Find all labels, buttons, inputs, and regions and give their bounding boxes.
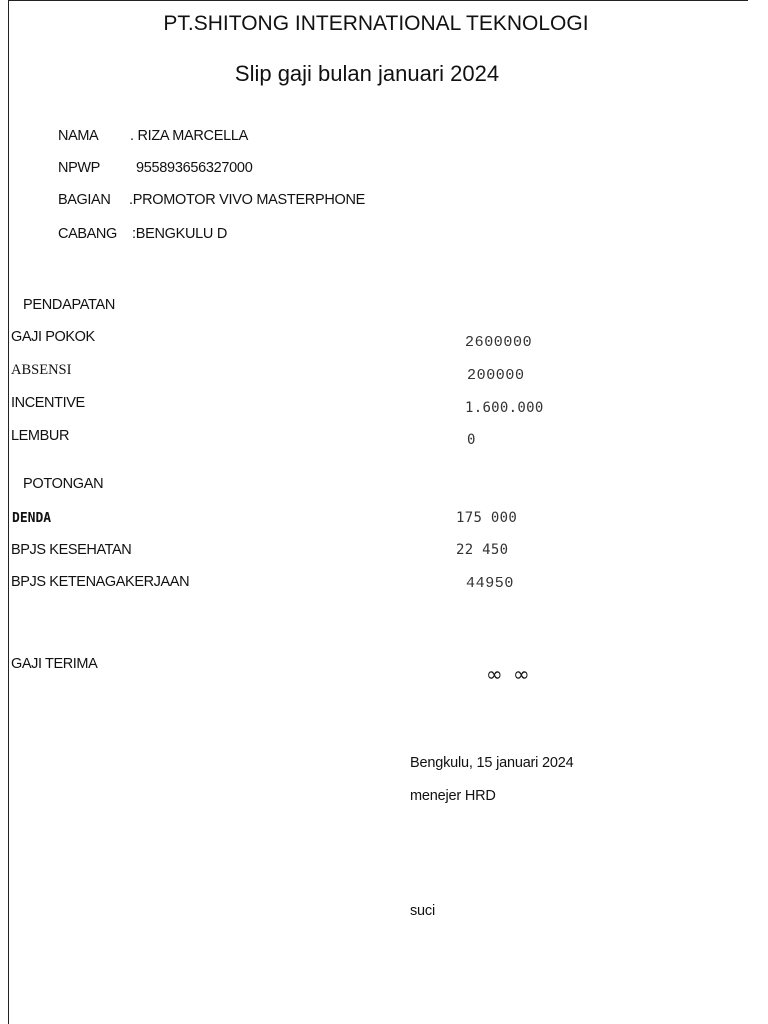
- signer-role: menejer HRD: [410, 788, 496, 804]
- page-border-top: [8, 0, 748, 1]
- company-name: PT.SHITONG INTERNATIONAL TEKNOLOGI: [163, 12, 589, 35]
- nama-value: . RIZA MARCELLA: [130, 128, 248, 144]
- place-date: Bengkulu, 15 januari 2024: [410, 755, 574, 771]
- page-border-left: [8, 0, 9, 1024]
- denda-value: 175 000: [456, 510, 518, 526]
- bagian-value: .PROMOTOR VIVO MASTERPHONE: [129, 192, 366, 208]
- signer-name: suci: [410, 903, 435, 919]
- bpjs-kesehatan-value: 22 450: [456, 542, 509, 558]
- npwp-value: 955893656327000: [136, 160, 253, 176]
- absensi-value: 200000: [467, 367, 525, 384]
- npwp-label: NPWP: [58, 160, 100, 176]
- pendapatan-heading: PENDAPATAN: [23, 297, 116, 313]
- denda-label: DENDA: [12, 511, 52, 526]
- incentive-label: INCENTIVE: [11, 395, 85, 411]
- gaji-pokok-value: 2600000: [465, 334, 533, 351]
- slip-title: Slip gaji bulan januari 2024: [234, 61, 500, 86]
- cabang-label: CABANG: [58, 226, 117, 242]
- gaji-pokok-label: GAJI POKOK: [11, 329, 95, 345]
- absensi-label: ABSENSI: [11, 362, 72, 378]
- gaji-terima-value: ∞ ∞: [486, 662, 532, 686]
- cabang-value: :BENGKULU D: [132, 226, 227, 242]
- bpjs-kesehatan-label: BPJS KESEHATAN: [11, 542, 132, 558]
- nama-label: NAMA: [58, 128, 99, 144]
- bagian-label: BAGIAN: [58, 192, 111, 208]
- gaji-terima-label: GAJI TERIMA: [11, 656, 98, 672]
- incentive-value: 1.600.000: [465, 400, 544, 416]
- lembur-label: LEMBUR: [11, 428, 70, 444]
- lembur-value: 0: [467, 432, 476, 448]
- bpjs-ketenagakerjaan-value: 44950: [466, 575, 515, 592]
- bpjs-ketenagakerjaan-label: BPJS KETENAGAKERJAAN: [11, 574, 190, 590]
- potongan-heading: POTONGAN: [23, 476, 104, 492]
